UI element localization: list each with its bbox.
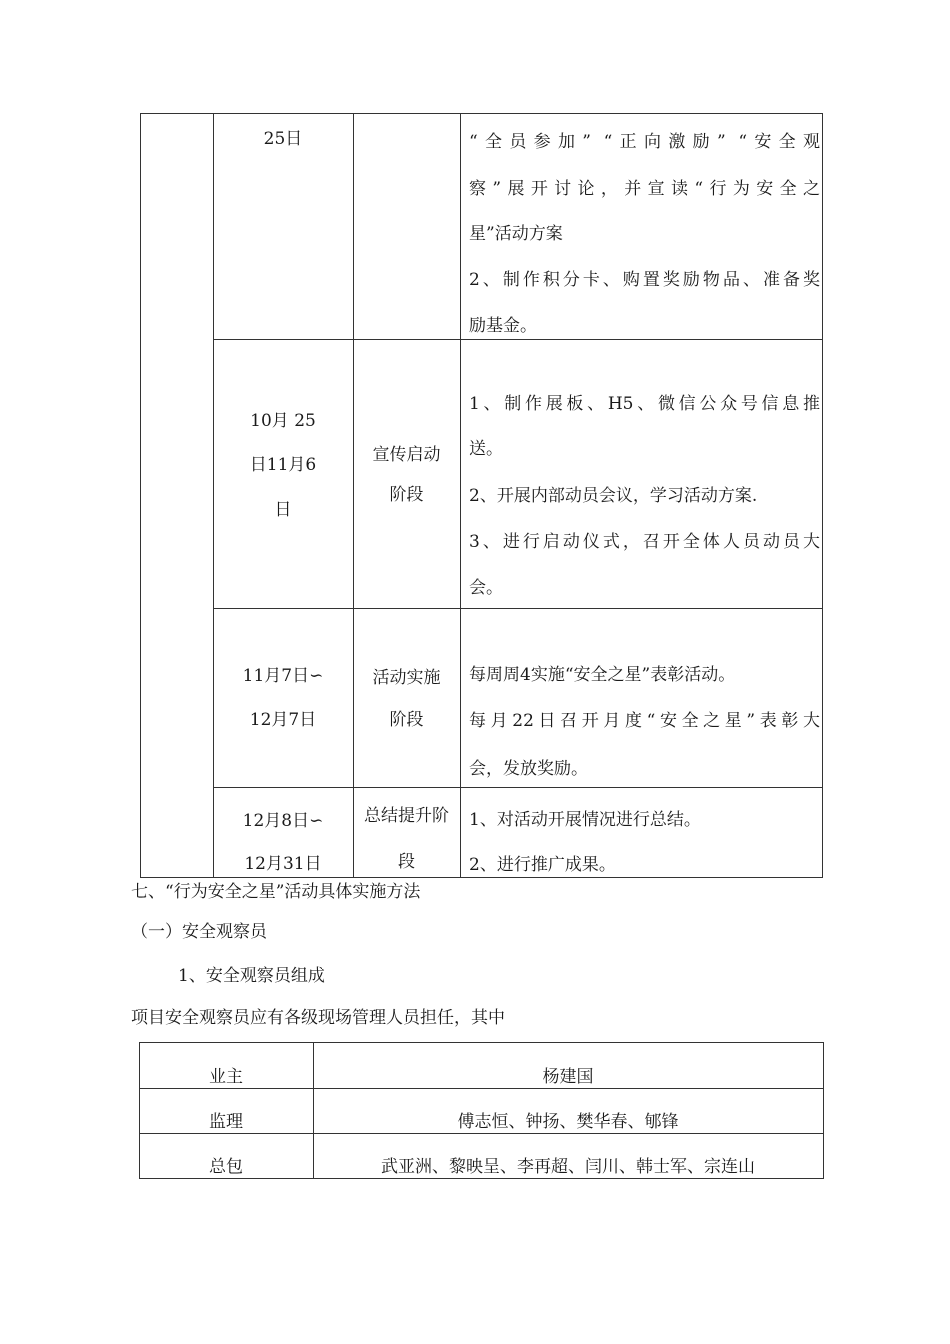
stage-cell: 宣传启动 — [372, 445, 441, 465]
section-subheading: （一）安全观察员 — [131, 922, 267, 942]
date-cell: 12月8日∽ — [242, 811, 324, 831]
stage-cell: 活动实施 — [372, 668, 441, 688]
names-cell: 傅志恒、钟扬、樊华春、郇锋 — [457, 1112, 679, 1132]
body-paragraph: 项目安全观察员应有各级现场管理人员担任，其中 — [131, 1008, 505, 1028]
names-cell: 武亚洲、黎映呈、李再超、闫川、韩士军、宗连山 — [381, 1157, 755, 1177]
role-cell: 业主 — [209, 1067, 243, 1087]
date-cell: 10月 25 — [250, 411, 316, 431]
role-cell: 总包 — [209, 1157, 243, 1177]
date-cell: 25日 — [263, 129, 303, 149]
stage-cell: 总结提升阶 — [364, 806, 449, 826]
section-heading: 七、“行为安全之星”活动具体实施方法 — [131, 882, 421, 902]
date-cell: 11月7日∽ — [242, 666, 324, 686]
role-cell: 监理 — [209, 1112, 243, 1132]
numbered-item: 1、安全观察员组成 — [178, 966, 325, 986]
names-cell: 杨建国 — [542, 1067, 594, 1087]
